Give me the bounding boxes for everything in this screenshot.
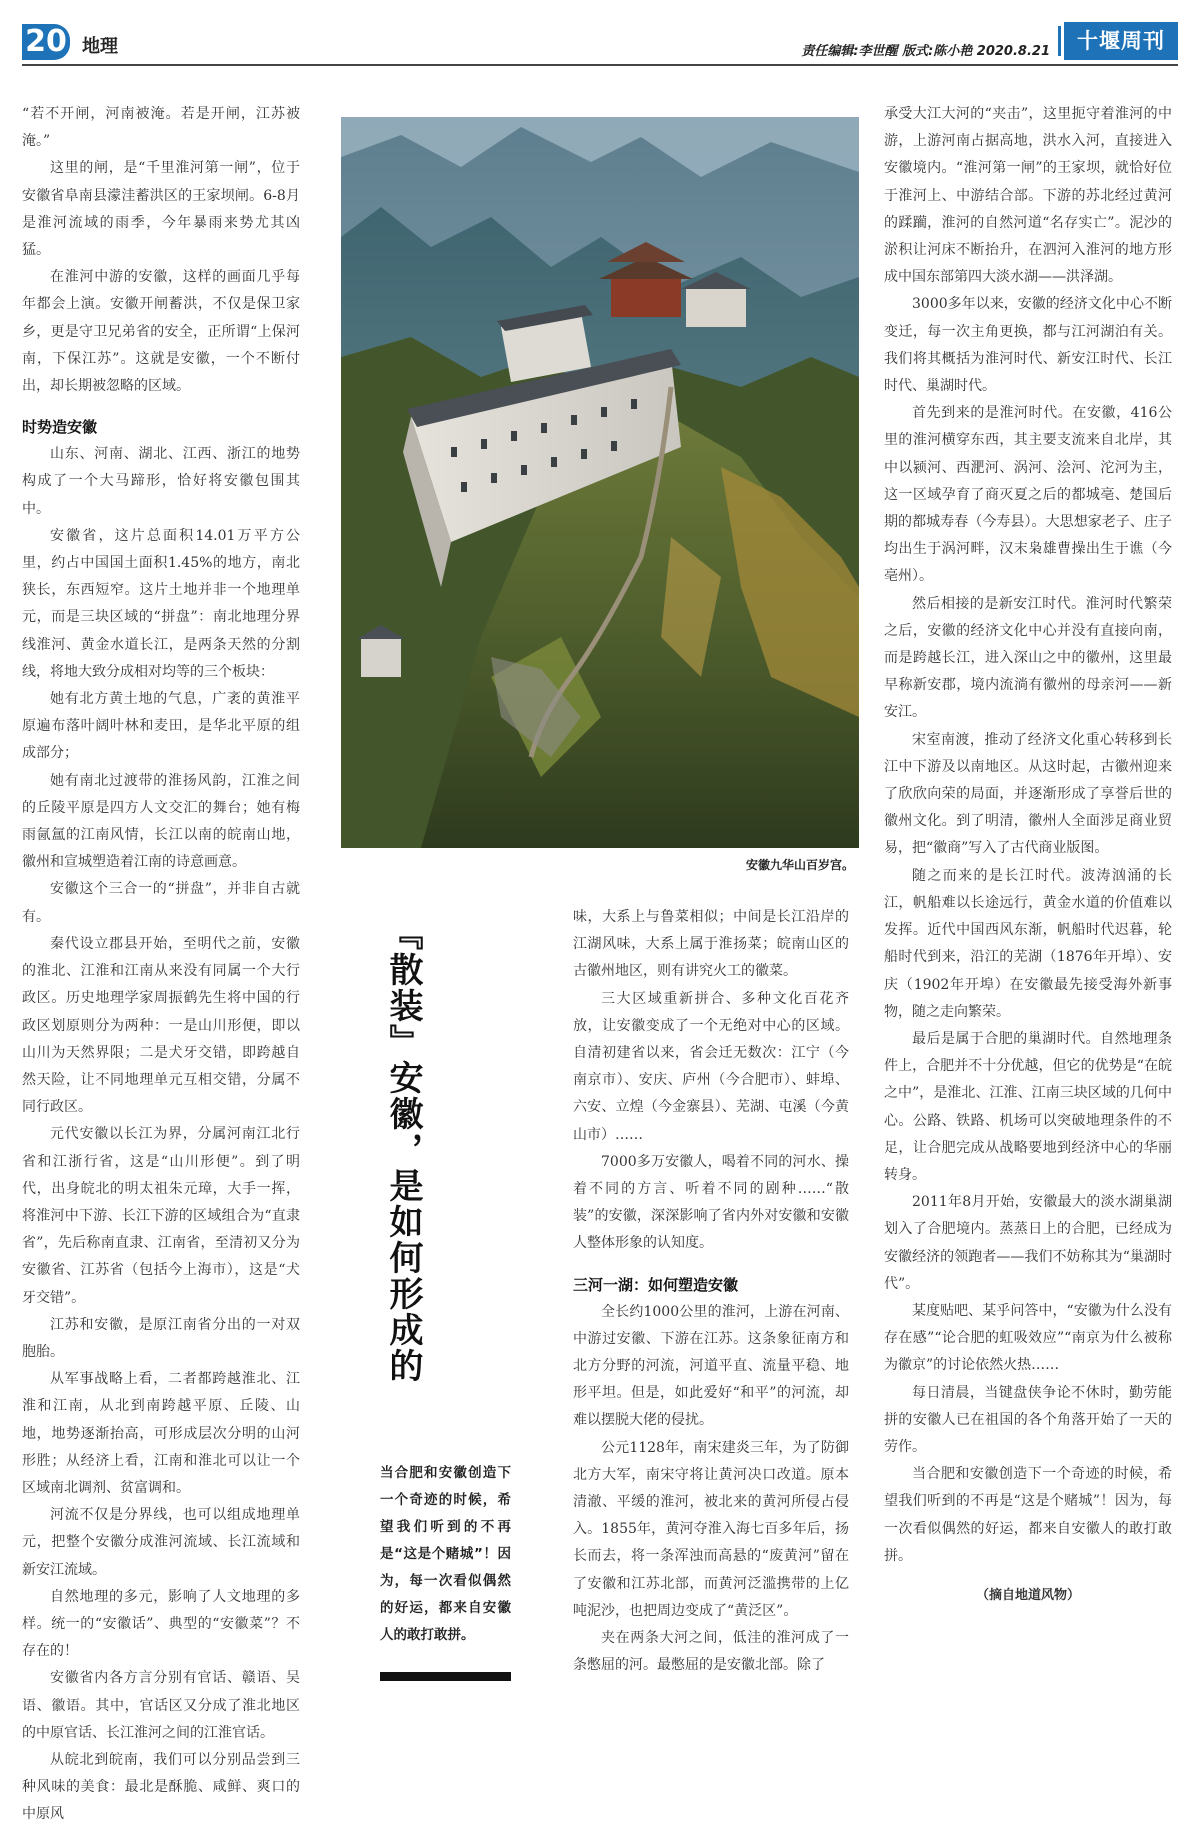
pull-quote: 当合肥和安徽创造下一个奇迹的时候，希望我们听到的不再是“这是个赌城”！因为，每一次看似偶然的好运，都来自安徽人的敢打敢拼。 — [380, 1465, 511, 1643]
jiuhua-mountain-photo — [341, 117, 859, 848]
paragraph: 在淮河中游的安徽，这样的画面几乎每年都会上演。安徽开闸蓄洪，不仅是保卫家乡，更是守卫兄弟省的安全，正所谓“上保河南，下保江苏”。这就是安徽，一个不断付出，却长期被忽略的区域。 — [22, 269, 300, 395]
article-source: （摘自地道风物） — [975, 1587, 1080, 1603]
paragraph: 3000多年以来，安徽的经济文化中心不断变迁，每一次主角更换，都与江河湖泊有关。我们将其概括为淮河时代、新安江时代、长江时代、巢湖时代。 — [884, 296, 1172, 395]
paragraph: 江苏和安徽，是原江南省分出的一对双胞胎。 — [22, 1316, 300, 1360]
header-rule — [22, 64, 1178, 66]
article-column-2 — [573, 904, 849, 1679]
paragraph: 元代安徽以长江为界，分属河南江北行省和江浙行省，这是“山川形便”。到了明代，出身皖北的明太祖朱元璋，大手一挥，将淮河中下游、长江下游的区域组合为“直隶省”，先后称南直隶、江南省，至清初又分为安徽省、江苏省（包括今上海市），这是“犬牙交错”。 — [22, 1126, 300, 1306]
page-number: 20 — [22, 24, 70, 60]
paragraph: 她有北方黄土地的气息，广袤的黄淮平原遍布落叶阔叶林和麦田，是华北平原的组成部分； — [22, 691, 300, 762]
paragraph: 夹在两条大河之间，低洼的淮河成了一条憋屈的河。最憋屈的是安徽北部。除了 — [573, 1630, 849, 1674]
paragraph: 安徽省，这片总面积14.01万平方公里，约占中国国土面积1.45%的地方，南北狭长，东西短窄。这片土地并非一个地理单元，而是三块区域的“拼盘”：南北地理分界线淮河、黄金水道长江，是两条天然的分割线，将地大致分成相对均等的三个板块： — [22, 527, 300, 680]
paragraph: 秦代设立郡县开始，至明代之前，安徽的淮北、江淮和江南从来没有同属一个大行政区。历史地理学家周振鹤先生将中国的行政区划原则分为两种：一是山川形便，即以山川为天然界限；二是犬牙交错，即跨越自然天险，让不同地理单元互相交错，分属不同行政区。 — [22, 935, 300, 1116]
newspaper-brand: 十堰周刊 — [1064, 22, 1178, 60]
paragraph: 承受大江大河的“夹击”，这里扼守着淮河的中游，上游河南占据高地，洪水入河，直接进入安徽境内。“淮河第一闸”的王家坝，就恰好位于淮河上、中游结合部。下游的苏北经过黄河的蹂躏，淮河的自然河道“名存实亡”。泥沙的淤积让河床不断抬升，在泗河入淮河的地方形成中国东部第四大淡水湖——洪泽湖。 — [884, 106, 1172, 286]
paragraph: 河流不仅是分界线，也可以组成地理单元，把整个安徽分成淮河流域、长江流域和新安江流域。 — [22, 1507, 300, 1578]
paragraph: 从皖北到皖南，我们可以分别品尝到三种风味的美食：最北是酥脆、咸鲜、爽口的中原风 — [22, 1751, 300, 1823]
paragraph: 从军事战略上看，二者都跨越淮北、江淮和江南，从北到南跨越平原、丘陵、山地，地势逐渐抬高，可形成层次分明的山河形胜；从经济上看，江南和淮北可以让一个区域南北调剂、贫富调和。 — [22, 1371, 300, 1496]
paragraph: 宋室南渡，推动了经济文化重心转移到长江中下游及以南地区。从这时起，古徽州迎来了欣欣向荣的局面，并逐渐形成了享誉后世的徽州文化。到了明清，徽州人全面涉足商业贸易，把“徽商”写入了古代商业版图。 — [884, 731, 1172, 857]
paragraph: 这里的闸，是“千里淮河第一闸”，位于安徽省阜南县濛洼蓄洪区的王家坝闸。6-8月是淮河流域的雨季，今年暴雨来势尤其凶猛。 — [22, 160, 300, 259]
paragraph: “若不开闸，河南被淹。若是开闸，江苏被淹。” — [22, 106, 300, 150]
section-heading: 时势造安徽 — [22, 418, 98, 437]
paragraph: 安徽省内各方言分别有官话、赣语、吴语、徽语。其中，官话区又分成了淮北地区的中原官话、长江淮河之间的江淮官话。 — [22, 1670, 300, 1741]
paragraph: 当合肥和安徽创造下一个奇迹的时候，希望我们听到的不再是“这是个赌城”！因为，每一次看似偶然的好运，都来自安徽人的敢打敢拼。 — [884, 1466, 1172, 1564]
paragraph: 她有南北过渡带的淮扬风韵，江淮之间的丘陵平原是四方人文交汇的舞台；她有梅雨氤氲的江南风情，长江以南的皖南山地，徽州和宣城塑造着江南的诗意画意。 — [22, 772, 300, 871]
paragraph: 味，大系上与鲁菜相似；中间是长江沿岸的江湖风味，大系上属于淮扬菜；皖南山区的古徽州地区，则有讲究火工的徽菜。 — [573, 909, 849, 980]
paragraph: 公元1128年，南宋建炎三年，为了防御北方大军，南宋守将让黄河决口改道。原本清澈、平缓的淮河，被北来的黄河所侵占侵入。1855年，黄河夺淮入海七百多年后，扬长而去，将一条浑浊而高悬的“废黄河”留在了安徽和江苏北部，而黄河泛滥携带的上亿吨泥沙，也把周边变成了“黄泛区”。 — [573, 1439, 849, 1619]
section-title: 地理 — [82, 36, 118, 57]
paragraph: 最后是属于合肥的巢湖时代。自然地理条件上，合肥并不十分优越，但它的优势是“在皖之中”，是淮北、江淮、江南三块区域的几何中心。公路、铁路、机场可以突破地理条件的不足，让合肥完成从战略要地到经济中心的华丽转身。 — [884, 1030, 1172, 1183]
paragraph: 7000多万安徽人，喝着不同的河水、操着不同的方言、听着不同的剧种……“散装”的安徽，深深影响了省内外对安徽和安徽人整体形象的认知度。 — [573, 1153, 849, 1252]
pull-quote-bar — [380, 1672, 511, 1681]
paragraph: 山东、河南、湖北、江西、浙江的地势构成了一个大马蹄形，恰好将安徽包围其中。 — [22, 446, 300, 517]
page-header — [22, 22, 1178, 66]
paragraph: 某度贴吧、某乎问答中，“安徽为什么没有存在感”“论合肥的虹吸效应”“南京为什么被称为徽京”的讨论依然火热…… — [884, 1302, 1172, 1374]
paragraph: 2011年8月开始，安徽最大的淡水湖巢湖划入了合肥境内。蒸蒸日上的合肥，已经成为安徽经济的领跑者——我们不妨称其为“巢湖时代”。 — [884, 1194, 1172, 1292]
paragraph: 全长约1000公里的淮河，上游在河南、中游过安徽、下游在江苏。这条象征南方和北方分野的河流，河道平直、流量平稳、地形平坦。但是，如此爱好“和平”的河流，却难以摆脱大佬的侵扰。 — [573, 1303, 849, 1429]
paragraph: 随之而来的是长江时代。波涛汹涌的长江，帆船难以长途远行，黄金水道的价值难以发挥。近代中国西风东渐，帆船时代迟暮，轮船时代到来，沿江的芜湖（1876年开埠）、安庆（1902年开埠）在安徽最先接受海外新事物，随之走向繁荣。 — [884, 867, 1172, 1020]
paragraph: 首先到来的是淮河时代。在安徽，416公里的淮河横穿东西，其主要支流来自北岸，其中以颍河、西淝河、涡河、浍河、沱河为主，这一区域孕育了商灭夏之后的都城亳、楚国后期的都城寿春（今寿县）。大思想家老子、庄子均出生于涡河畔，汉末枭雄曹操出生于谯（今亳州）。 — [884, 405, 1172, 585]
paragraph: 自然地理的多元，影响了人文地理的多样。统一的“安徽话”、典型的“安徽菜”？不存在的！ — [22, 1588, 300, 1660]
editor-credits: 责任编辑:李世醒 版式:陈小艳 2020.8.21 — [801, 44, 1050, 59]
paragraph: 三大区域重新拼合、多种文化百花齐放，让安徽变成了一个无绝对中心的区域。自清初建省以来，省会迁无数次：江宁（今南京市）、安庆、庐州（今合肥市）、蚌埠、六安、立煌（今金寨县）、芜湖、屯溪（今黄山市）…… — [573, 990, 849, 1143]
paragraph: 然后相接的是新安江时代。淮河时代繁荣之后，安徽的经济文化中心并没有直接向南，而是跨越长江，进入深山之中的徽州，这里最早称新安郡，境内流淌有徽州的母亲河——新安江。 — [884, 595, 1172, 721]
photo-caption: 安徽九华山百岁宫。 — [745, 858, 854, 872]
section-heading: 三河一湖：如何塑造安徽 — [573, 1275, 739, 1294]
article-column-1 — [22, 101, 300, 1829]
paragraph: 每日清晨，当键盘侠争论不休时，勤劳能拼的安徽人已在祖国的各个角落开始了一天的劳作。 — [884, 1384, 1172, 1455]
article-headline: 『散装』安徽，是如何形成的 — [383, 916, 423, 1384]
article-column-3 — [884, 101, 1172, 1609]
paragraph: 安徽这个三合一的“拼盘”，并非自古就有。 — [22, 881, 300, 925]
article-photo — [341, 117, 859, 848]
